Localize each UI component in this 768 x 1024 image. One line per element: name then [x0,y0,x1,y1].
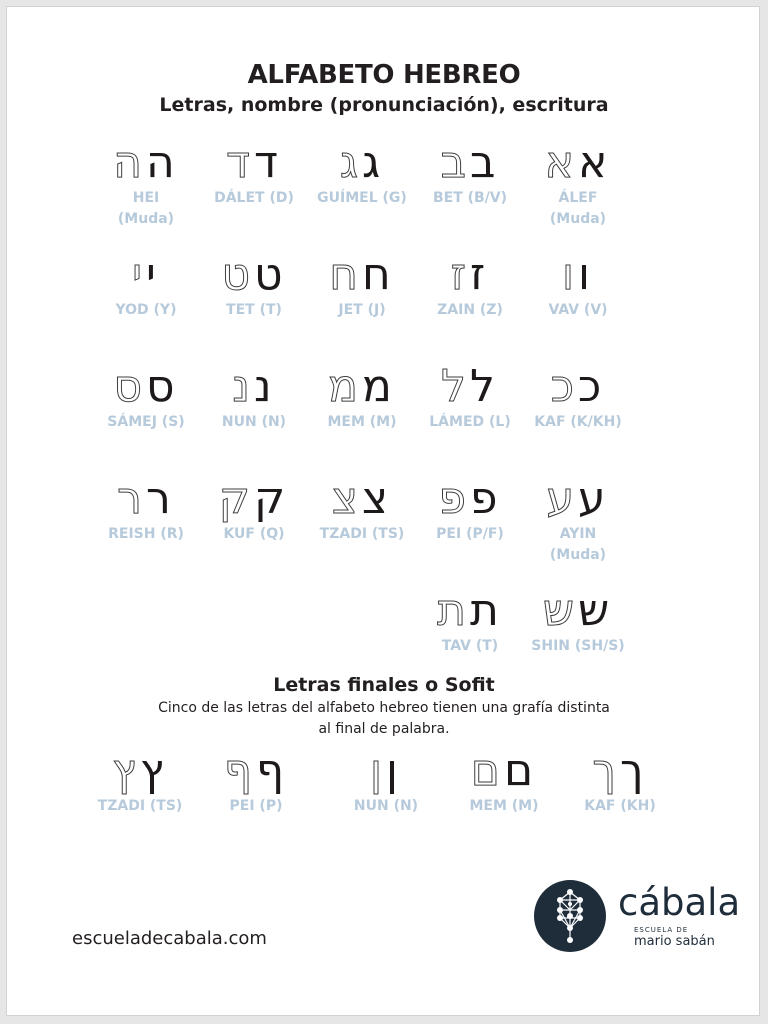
sofit-letter-glyph-solid: ץ [140,745,168,796]
letter-cell [81,138,211,230]
letter-glyph-solid: ו [578,249,594,300]
letter-glyph-solid: ע [578,473,610,524]
sofit-letter-glyph [191,746,321,796]
letter-glyph-solid: א [578,137,612,188]
letter-glyph-solid: י [146,249,160,300]
letter-glyph-stroke-guide: ר [117,473,146,524]
letter-glyph-stroke-guide: צ [331,473,362,524]
letter-glyph-solid: ק [254,473,290,524]
letter-glyph-solid: ש [578,585,614,636]
letter-glyph-solid: ט [254,249,287,300]
letter-glyph-stroke-guide: ק [218,473,254,524]
letter-glyph-stroke-guide: ד [225,137,254,188]
sofit-letter-glyph [439,746,569,796]
sofit-letter-glyph-solid: ן [386,745,402,796]
letter-name: TET (T) [226,302,282,318]
letter-glyph-solid: ס [146,361,179,412]
letter-cell [81,250,211,321]
letter-name: TZADI (TS) [319,526,405,542]
letter-cell [81,474,211,545]
letter-glyph-stroke-guide: ח [329,249,362,300]
letter-glyph-solid: ל [470,361,500,412]
letter-glyph-stroke-guide: ע [546,473,578,524]
letter-name: AYIN (Muda) [549,526,607,563]
letter-glyph-stroke-guide: ז [450,249,470,300]
letter-name: KUF (Q) [223,526,285,542]
sofit-letter-glyph-stroke-guide: ץ [112,745,140,796]
letter-name: KAF (K/KH) [534,414,622,430]
letter-name: PEI (P/F) [436,526,504,542]
logo-author: mario sabán [634,934,715,949]
letter-glyph-stroke-guide: ט [221,249,254,300]
sofit-letter-name: MEM (M) [469,798,539,814]
letter-glyph-stroke-guide: ל [440,361,470,412]
sofit-letter-glyph-stroke-guide: ף [223,745,256,796]
letter-glyph [81,138,211,188]
letter-glyph-stroke-guide: א [544,137,578,188]
letter-glyph [81,474,211,524]
letter-glyph-solid: ה [146,137,179,188]
sofit-letter-glyph-stroke-guide: ם [470,745,504,796]
letter-name: VAV (V) [548,302,608,318]
letter-glyph-solid: ח [362,249,395,300]
sofit-letter-cell [321,746,451,817]
letter-glyph [405,586,535,636]
logo-brand: cábala [618,881,741,924]
page-subtitle: Letras, nombre (pronunciación), escritura [159,94,609,116]
letter-name: ÁLEF (Muda) [549,190,607,227]
sofit-letter-glyph-stroke-guide: ך [592,745,620,796]
letter-name: TAV (T) [441,638,499,654]
letter-glyph-solid: ג [362,137,385,188]
sofit-description [0,698,768,740]
letter-glyph-solid: נ [254,361,276,412]
letter-glyph [81,250,211,300]
letter-glyph-stroke-guide: ג [339,137,362,188]
logo-tagline: ESCUELA DE [634,926,689,934]
sofit-letter-glyph-solid: ף [256,745,289,796]
sofit-letter-glyph [321,746,451,796]
letter-glyph-solid: מ [362,361,396,412]
letter-cell [81,362,211,433]
sofit-description-line-1: Cinco de las letras del alfabeto hebreo tienen una grafía distinta [158,700,610,716]
letter-glyph-stroke-guide: י [132,249,146,300]
letter-glyph-solid: ת [470,585,503,636]
sofit-letter-glyph-solid: ך [620,745,648,796]
sofit-letter-name: TZADI (TS) [97,798,183,814]
sofit-letter-name: PEI (P) [229,798,283,814]
letter-name: REISH (R) [108,526,184,542]
letter-name: ZAIN (Z) [437,302,503,318]
sofit-letter-name: KAF (KH) [584,798,656,814]
letter-glyph [81,362,211,412]
sofit-letter-cell [191,746,321,817]
letter-glyph-solid: ב [470,137,500,188]
website-url: escueladecabala.com [72,928,267,949]
letter-glyph-stroke-guide: כ [550,361,578,412]
sofit-title: Letras finales o Sofit [273,674,495,696]
sofit-letter-glyph-stroke-guide: ן [370,745,386,796]
sofit-letter-cell [439,746,569,817]
letter-name: HEI (Muda) [117,190,175,227]
letter-name: MEM (M) [327,414,397,430]
letter-glyph-solid: ז [470,249,490,300]
letter-name: NUN (N) [221,414,287,430]
letter-name: GUÍMEL (G) [317,190,407,206]
letter-glyph-solid: ד [254,137,283,188]
letter-name: SÁMEJ (S) [107,414,185,430]
sofit-letter-cell [555,746,685,817]
letter-name: DÁLET (D) [214,190,294,206]
tree-of-life-icon [534,880,606,952]
logo [534,880,744,952]
letter-glyph-solid: כ [578,361,606,412]
letter-glyph-stroke-guide: נ [232,361,254,412]
sofit-letter-glyph [75,746,205,796]
letter-glyph-stroke-guide: ב [440,137,470,188]
letter-name: LÁMED (L) [429,414,511,430]
letter-glyph-stroke-guide: פ [438,473,470,524]
letter-glyph-solid: ר [146,473,175,524]
sofit-letter-glyph-solid: ם [504,745,538,796]
sofit-letter-glyph [555,746,685,796]
letter-glyph-stroke-guide: ס [113,361,146,412]
letter-glyph-stroke-guide: מ [328,361,362,412]
page-title: ALFABETO HEBREO [247,60,521,90]
letter-glyph-solid: פ [470,473,502,524]
sofit-letter-cell [75,746,205,817]
letter-name: YOD (Y) [115,302,177,318]
letter-glyph-stroke-guide: ה [113,137,146,188]
letter-cell [405,586,535,657]
letter-name: SHIN (SH/S) [531,638,625,654]
sofit-letter-name: NUN (N) [353,798,419,814]
letter-name: JET (J) [338,302,386,318]
letter-glyph-stroke-guide: ו [562,249,578,300]
letter-glyph-solid: צ [362,473,393,524]
letter-name: BET (B/V) [432,190,508,206]
letter-glyph-stroke-guide: ש [542,585,578,636]
sofit-description-line-2: al final de palabra. [318,721,450,737]
letter-glyph-stroke-guide: ת [437,585,470,636]
